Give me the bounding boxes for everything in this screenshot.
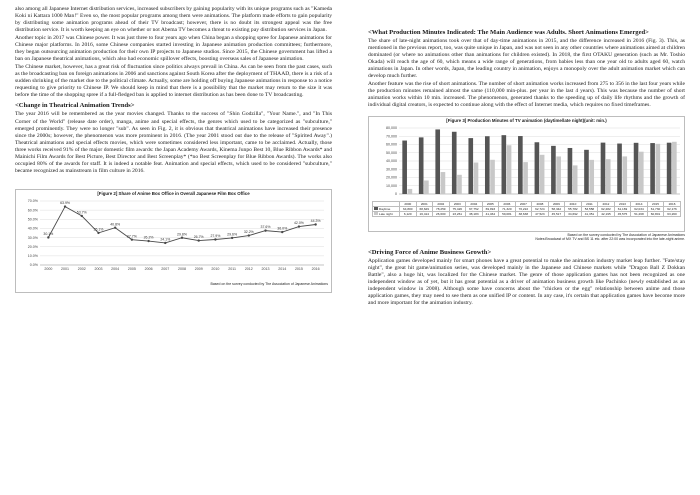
legend-entry (373, 211, 400, 216)
table-value-cell: 26,600 (433, 211, 450, 216)
table-value-cell: 6,120 (400, 211, 417, 216)
data-point (64, 206, 66, 208)
bar-daytime (535, 142, 540, 194)
table-value-cell: 75,426 (449, 206, 466, 211)
data-label: 24.1% (160, 237, 171, 242)
bar-late-night (639, 151, 644, 193)
data-label: 32.2% (243, 230, 254, 235)
figure-3 (368, 116, 685, 232)
table-value-cell: 42,195 (598, 211, 615, 216)
table-row (373, 211, 681, 216)
table-value-cell: 16,414 (416, 211, 433, 216)
data-label: 42.0% (293, 221, 304, 226)
bar-daytime (634, 142, 639, 193)
bar-daytime (419, 137, 424, 194)
y-tick-label: 70,000 (386, 133, 397, 138)
table-year-cell: 2005 (482, 201, 499, 206)
table-value-cell: 38,183 (466, 211, 483, 216)
table-year-cell: 2010 (565, 201, 582, 206)
right-column (368, 6, 685, 308)
data-label: 30.1% (43, 232, 54, 237)
bar-daytime (502, 135, 507, 194)
table-value-cell: 61,169 (614, 206, 631, 211)
x-tick-label: 2005 (127, 267, 136, 272)
bar-late-night (490, 159, 495, 193)
y-tick-label: 30,000 (386, 166, 397, 171)
table-year-cell: 2004 (466, 201, 483, 206)
bar-late-night (556, 156, 561, 194)
x-tick-label: 2012 (244, 267, 253, 272)
x-tick-label: 2002 (77, 267, 86, 272)
bar-late-night (656, 143, 661, 193)
y-tick-label: 60.0% (27, 208, 38, 213)
x-tick-label: 2016 (311, 267, 320, 272)
table-value-cell: 60,801 (647, 211, 664, 216)
bar-daytime (584, 149, 589, 193)
y-tick-label: 10.0% (27, 254, 38, 259)
table-value-cell: 64,800 (400, 206, 417, 211)
data-label: 63.9% (60, 201, 71, 206)
table-value-cell: 71,320 (499, 206, 516, 211)
bar-daytime (617, 143, 622, 193)
table-value-cell: 63,260 (664, 211, 681, 216)
left-column (15, 6, 332, 293)
table-value-cell: 68,629 (416, 206, 433, 211)
table-value-cell: 67,752 (466, 206, 483, 211)
y-tick-label: 20.0% (27, 245, 38, 250)
x-tick-label: 2003 (94, 267, 103, 272)
x-tick-label: 2015 (294, 267, 303, 272)
bar-late-night (672, 141, 677, 193)
y-tick-label: 30.0% (27, 236, 38, 241)
table-value-cell: 45,575 (614, 211, 631, 216)
table-year-cell: 2009 (548, 201, 565, 206)
data-point (298, 226, 300, 228)
data-point (164, 242, 166, 244)
data-point (97, 232, 99, 234)
table-year-cell: 2013 (614, 201, 631, 206)
data-label: 29.8% (177, 232, 187, 237)
x-tick-label: 2001 (61, 267, 70, 272)
data-point (198, 240, 200, 242)
bar-daytime (518, 136, 523, 194)
table-value-cell: 55,782 (565, 206, 582, 211)
table-value-cell: 61,730 (647, 206, 664, 211)
figure-3-data-table (372, 201, 681, 217)
figure-3-bar-chart (369, 124, 684, 196)
bar-daytime (452, 131, 457, 193)
paragraph: The share of late-night animations took over that of day-time animations in 2015, and the difference increased in 2016 (Fig. 3). This, as mentioned in the previous report, too, was quite unique in Japan, and was not seen in any other countries where animations aimed at children dominated (or where no animations other than animations for children existed). In 2018, the first OTAKU generation (such as Mr. Toshio Okada) will reach the age of 60, which means a wide range of generations, from babies less than one year old to adults aged 60, watch animations in Japan. In other words, Japan, the leading country in animation, enjoys a monopoly over the adult animation market which can develop much further. (368, 38, 685, 80)
table-value-cell: 59,081 (499, 211, 516, 216)
y-tick-label: 60,000 (386, 142, 397, 147)
data-point (147, 240, 149, 242)
table-year-cell: 2015 (647, 201, 664, 206)
table-year-cell: 2016 (664, 201, 681, 206)
table-value-cell: 41,464 (482, 211, 499, 216)
theatrical-trends-heading: <Change in Theatrical Animation Trends> (15, 102, 135, 110)
data-label: 37.6% (260, 225, 271, 230)
table-year-cell: 2014 (631, 201, 648, 206)
bar-late-night (507, 145, 512, 194)
data-label: 36.0% (277, 226, 288, 231)
theatrical-trends-text (15, 111, 332, 175)
data-label: 29.6% (227, 232, 238, 237)
paragraph: also among all Japanese Internet distribution services, increased subscribers by gaining popularity with its unique programs such as "Kameda Koki ni Kattara 1000 Man!" Even so, the most popular programs among them were animations. The platform made efforts to gain popularity by distributing some animation programs ahead of their TV broadcast; however, there is no doubt its strongest appeal was the free distribution service. It is worth keeping an eye on whether or not Abema TV becomes a threat to existing pay distribution services in Japan. (15, 6, 332, 34)
data-point (314, 224, 316, 226)
x-tick-label: 2009 (194, 267, 203, 272)
table-value-cell: 34,692 (565, 211, 582, 216)
data-label: 27.7% (126, 234, 137, 239)
bar-late-night (424, 180, 429, 194)
bar-late-night (441, 172, 446, 194)
x-tick-label: 2014 (278, 267, 287, 272)
bar-late-night (622, 156, 627, 194)
bar-late-night (540, 154, 545, 193)
table-value-cell: 51,268 (631, 211, 648, 216)
y-tick-label: 70.0% (27, 199, 38, 204)
figure-3-title: [Figure 3] Production Minutes of TV animation (daytime/late night)(unit: min.) (446, 117, 607, 123)
table-value-cell: 78,259 (433, 206, 450, 211)
bar-daytime (601, 142, 606, 193)
y-tick-label: 0 (395, 191, 397, 196)
production-minutes-heading: <What Production Minutes Indicated: The Main Audience was Adults. Short Animations Emerged> (368, 29, 649, 36)
table-year-cell: 2000 (400, 201, 417, 206)
data-label: 27.9% (210, 234, 221, 239)
data-label: 35.1% (93, 227, 104, 232)
table-value-cell: 58,342 (548, 206, 565, 211)
data-point (214, 239, 216, 241)
data-point (81, 215, 83, 217)
legend-swatch (374, 212, 378, 215)
table-value-cell: 62,176 (664, 206, 681, 211)
figure-2-note: Based on the survey conducted by The Association of Japanese Animations (210, 282, 328, 287)
figure-3-note-broadcast: Notes:Broadcast of MX TV and BS 11 etc. after 22:00 was incorporated into the late-night anime. (535, 237, 685, 242)
table-year-cell: 2006 (499, 201, 516, 206)
growth-driver-text (368, 258, 685, 308)
table-value-cell: 23,261 (449, 211, 466, 216)
bar-late-night (589, 159, 594, 193)
bar-daytime (568, 148, 573, 194)
table-value-cell: 69,993 (482, 206, 499, 211)
data-label: 26.2% (143, 235, 154, 240)
data-label: 53.7% (76, 210, 87, 215)
y-tick-label: 50,000 (386, 150, 397, 155)
paragraph: Another feature was the rise of short animations. The number of short animation works increased from 275 to 356 in the last four years while the production minutes remained almost the same (110,000 min-plus. per year in the last 4 years). This was because the number of short animation works within 10 min. increased. The phenomenon, generated thanks to the speeding up of daily life rhythms and the growth of individual digital creators, is expected to continue along with the effect of Internet media, which requires no fixed timeframes. (368, 81, 685, 109)
figure-3-note-source: Based on the survey conducted by The Association of Japanese Animations (567, 232, 685, 237)
y-tick-label: 10,000 (386, 183, 397, 188)
data-point (264, 230, 266, 232)
bar-daytime (435, 129, 440, 194)
table-value-cell: 62,282 (598, 206, 615, 211)
data-point (47, 237, 49, 239)
y-tick-label: 40.0% (27, 226, 38, 231)
x-tick-label: 2013 (261, 267, 270, 272)
table-value-cell: 53,558 (581, 206, 598, 211)
x-tick-label: 2000 (44, 267, 53, 272)
table-year-cell: 2003 (449, 201, 466, 206)
figure-2-title: [Figure 2] Share of Anime Box Office in Overall Japanese Film Box Office (97, 191, 250, 197)
y-tick-label: 20,000 (386, 175, 397, 180)
data-point (231, 237, 233, 239)
x-tick-label: 2007 (161, 267, 170, 272)
paragraph: Application games developed mainly for smart phones have a great potential to make the animation industry market leap further. "Fate/stay night", the great hit game/animation series, was developed mainly in the Japanese and Chinese markets while "Dragon Ball Z Dokkan Battle", also a huge hit, was localized for the Chinese market. The genre of those application games has not been recognized as one independent window as of yet, but it has great potential as a driver of animation business growth like Pachinko (newly established as an independent window in 2008). Although some have concerns about the "chicken or the egg" relationship between anime and those application games, they may need to see them as one unified IP or content. In any case, it's certain that application games have become more and more important for the animation industry. (368, 257, 685, 307)
bar-late-night (523, 162, 528, 194)
table-value-cell: 45,517 (548, 211, 565, 216)
bar-daytime (667, 142, 672, 193)
bar-late-night (457, 174, 462, 193)
figure-2 (15, 189, 332, 293)
table-year-cell: 2011 (581, 201, 598, 206)
bar-late-night (474, 162, 479, 194)
production-minutes-text (368, 38, 685, 110)
paragraph: Another topic in 2017 was Chinese power. It was just three to four years ago when China began a shopping spree for Japanese animations for Chinese major platforms. In 2016, some Chinese companies started investing in Japanese animation production committees; furthermore, they began outsourcing animation production for their own IP projects to Japanese studios. Since 2015, the Chinese government has lifted a ban on Japanese theatrical animations, which also had economic spillover effects, boosting overseas sales of Japanese animation. (15, 34, 332, 63)
table-value-cell: 62,034 (631, 206, 648, 211)
x-tick-label: 2008 (178, 267, 186, 272)
legend-label: Daytime (379, 206, 391, 211)
data-label: 40.8% (110, 222, 121, 227)
table-year-cell: 2001 (416, 201, 433, 206)
bar-daytime (402, 140, 407, 193)
data-label: 26.7% (193, 235, 204, 240)
table-value-cell: 47,523 (532, 211, 549, 216)
legend-swatch (374, 207, 378, 210)
table-value-cell: 38,638 (515, 211, 532, 216)
bar-daytime (485, 136, 490, 194)
y-tick-label: 40,000 (386, 158, 397, 163)
bar-late-night (408, 188, 413, 193)
bar-late-night (606, 159, 611, 194)
table-value-cell: 41,351 (581, 211, 598, 216)
data-point (181, 237, 183, 239)
bar-daytime (551, 145, 556, 193)
bar-daytime (468, 138, 473, 194)
x-tick-label: 2006 (144, 267, 153, 272)
bar-late-night (573, 165, 578, 194)
y-tick-label: 50.0% (27, 217, 38, 222)
x-tick-label: 2011 (228, 267, 236, 272)
paragraph: The year 2016 will be remembered as the year movies changed. Thanks to the success of "Shin Godzilla", "Your Name.", and "In This Corner of the World" (release date order), manga, anime and special effects, the genres which used to be categorized as "subculture," emerged prominently. They were no longer "sub". As seen in Fig. 2, it is obvious that theatrical animations have increased their presence since the 2000s; however, the phenomenon was more prominent in 2016. (The year 2001 stood out due to the release of "Spirited Away".) Theatrical animations and special effects movies, which were sometimes considered less important, came to be acclaimed. Actually, those three works received 91% of the major domestic film awards: the Japan Academy Awards, Kinema Junpo Best 10, Blue Ribbon Awards* and Mainichi Film Awards for Best Picture, Best Director and Best Screenplay* (*no Best Screenplay for Blue Ribbon Awards). The works also occupied 80% of the awards for staff. It is indeed a notable feat. Animation and special effects, which used to be considered "subculture," became recognized as mainstream in film culture in 2016. (15, 111, 332, 175)
left-top-text (15, 6, 332, 99)
legend-label: Late night (379, 211, 393, 216)
table-year-cell: 2008 (532, 201, 549, 206)
data-point (114, 227, 116, 229)
data-point (248, 235, 250, 237)
paragraph: The Chinese market, however, has a great risk of fluctuation since politics always prevail in China. As can be seen from the past cases, such as the broadcasting ban on foreign animations in 2006 and sanctions against South Korea after the deployment of THAAD, there is a risk of a sudden shrinking of the market due to the political climate. Actually, some are holding off buying Japanese animations in response to a notice requesting to give priority to Chinese IP. We should keep in mind that there is a possibility that the market may return to the size it was before the time of the shopping spree if a full-fledged ban is applied to internet distribution as has been done to TV broadcasting. (15, 63, 332, 99)
data-label: 44.3% (310, 219, 321, 224)
y-tick-label: 80,000 (386, 125, 397, 130)
x-tick-label: 2004 (111, 267, 120, 272)
growth-driver-heading: <Driving Force of Anime Business Growth> (368, 248, 492, 256)
table-year-cell: 2002 (433, 201, 450, 206)
table-year-cell: 2012 (598, 201, 615, 206)
table-year-cell: 2007 (515, 201, 532, 206)
bar-daytime (650, 143, 655, 194)
figure-2-line-chart (16, 197, 331, 277)
data-point (281, 231, 283, 233)
x-tick-label: 2010 (211, 267, 220, 272)
table-value-cell: 62,724 (532, 206, 549, 211)
data-point (131, 239, 133, 241)
table-value-cell: 70,222 (515, 206, 532, 211)
y-tick-label: 0.0% (29, 263, 38, 268)
